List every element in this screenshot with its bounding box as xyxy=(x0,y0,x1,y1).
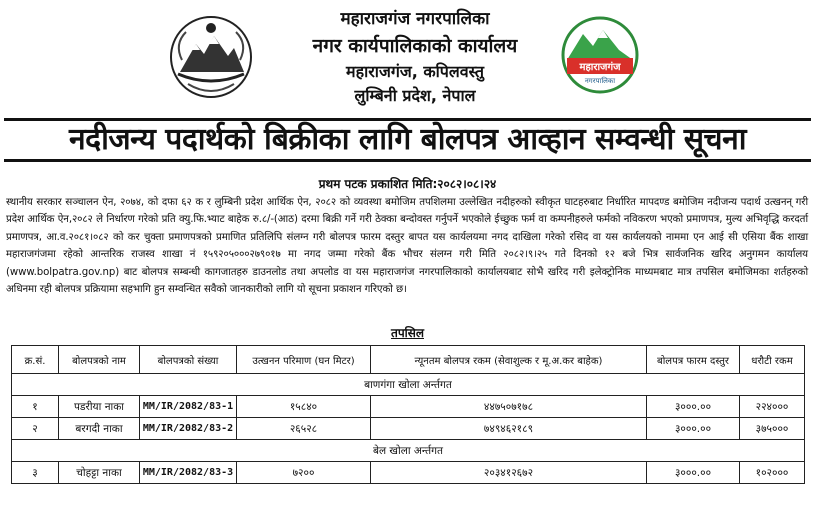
municipality-logo-icon xyxy=(561,16,639,94)
section-label: बेल खोला अर्न्तगत xyxy=(12,440,805,462)
cell-fee: ३०००.०० xyxy=(647,462,740,484)
cell-deposit: १०२००० xyxy=(740,462,805,484)
cell-name: बरगदी नाका xyxy=(59,418,140,440)
nepal-emblem-icon xyxy=(168,14,254,100)
cell-quantity: ७२०० xyxy=(237,462,371,484)
header-code: बोलपत्रको संख्या xyxy=(140,346,237,374)
cell-code: MM/IR/2082/83-3 xyxy=(140,462,237,484)
cell-amount: २०३४१२६७२ xyxy=(371,462,647,484)
cell-quantity: १५८४० xyxy=(237,396,371,418)
header-fee: बोलपत्र फारम दस्तुर xyxy=(647,346,740,374)
header-name: बोलपत्रको नाम xyxy=(59,346,140,374)
municipality-name: महाराजगंज नगरपालिका xyxy=(340,9,490,29)
table-row xyxy=(12,462,805,484)
header-deposit: धरौटी रकम xyxy=(740,346,805,374)
notice-body: स्थानीय सरकार सञ्चालन ऐन, २०७४, को दफा ६२ क र लुम्बिनी प्रदेश आर्थिक ऐन, २०८२ को व्यवस्था बमोजिम तपशिलमा उल्लेखित नदीहरुको स्वीकृत घाटहरुबाट निर्धारित मापदण्ड बमोजिम नदीजन्य पदार्थ उत्खनन् गरी प्रदेश आर्थिक ऐन,२०८२ ले निर्धारण गरेको प्रति क्यु.फि.भ्याट बाहेक रु.८/-(आठ) दरमा बिक्री गर्ने गरी ठेक्का बन्दोवस्त गर्नुपर्ने भएकोले ईच्छुक फर्म वा कम्पनीहरुले फर्मको नविकरण भएको प्रमाणपत्र, मुल्य अभिवृद्धि करदर्ता प्रमाणपत्र, आ.व.२०८१।०८२ को कर चुक्ता प्रमाणपत्रको प्रमाणित प्रतिलिपि संलग्न गरी बोलपत्र फारम दस्तुर बापत यस कार्यलयमा नगद दाखिला गरेको रसिद वा यस कार्यलयको नाममा एन आई सी एसिया बैंक शाखा महाराजगंजमा रहेको आन्तरिक राजस्व शाखा नं १५९२०५०००२७९०१७ मा नगद जम्मा गरेको बैंक भौचर संलग्न गरी मिति २०८२।९।२५ गते दिनको १२ बजे भित्र सार्वजनिक खरिद अनुगमन कार्यालय (www.bolpatra.gov.np) बाट बोलपत्र सम्बन्धी कागजातहरु डाउनलोड तथा अपलोड वा यस महाराजगंज नगरपालिकाको कार्यालयबाट सोभै खरिद गरी इलेक्ट्रोनिक माध्यमबाट मात्र तपसिल बमोजिमका शर्तहरुको अधिनमा रही बोलपत्र प्रक्रियामा सहभागि हुन सम्वन्धित सवैको जानकारीको लागि यो सूचना प्रकाशन गरिएको छ। xyxy=(6,197,808,296)
schedule-title: तपसिल xyxy=(390,326,424,340)
table-header-row xyxy=(12,346,805,374)
cell-name: चोहट्टा नाका xyxy=(59,462,140,484)
cell-sn: ३ xyxy=(12,462,59,484)
section-label: बाणगंगा खोला अर्न्तगत xyxy=(12,374,805,396)
cell-sn: १ xyxy=(12,396,59,418)
office-address: महाराजगंज, कपिलवस्तु xyxy=(346,62,484,81)
office-name: नगर कार्यपालिकाको कार्यालय xyxy=(312,35,518,57)
cell-code: MM/IR/2082/83-2 xyxy=(140,418,237,440)
table-row xyxy=(12,418,805,440)
table-row xyxy=(12,396,805,418)
cell-deposit: ३७५००० xyxy=(740,418,805,440)
cell-amount: ४४७५०७१७८ xyxy=(371,396,647,418)
cell-fee: ३०००.०० xyxy=(647,418,740,440)
cell-quantity: २६५२८ xyxy=(237,418,371,440)
cell-deposit: २२४००० xyxy=(740,396,805,418)
cell-name: पडरीया नाका xyxy=(59,396,140,418)
section-row xyxy=(12,374,805,396)
header-sn: क्र.सं. xyxy=(12,346,59,374)
logo-text: महाराजगंज xyxy=(579,62,621,73)
letterhead xyxy=(0,0,815,118)
tender-table xyxy=(11,345,805,484)
logo-subtext: नगरपालिका xyxy=(584,77,616,85)
publication-date: प्रथम पटक प्रकाशित मिति:२०८२।०८।२४ xyxy=(318,177,497,191)
cell-fee: ३०००.०० xyxy=(647,396,740,418)
header-amount: न्यूनतम बोलपत्र रकम (सेवाशुल्क र मू.अ.कर बाहेक) xyxy=(371,346,647,374)
province-name: लुम्बिनी प्रदेश, नेपाल xyxy=(354,86,476,105)
section-row xyxy=(12,440,805,462)
header-quantity: उत्खनन परिमाण (घन मिटर) xyxy=(237,346,371,374)
cell-sn: २ xyxy=(12,418,59,440)
cell-code: MM/IR/2082/83-1 xyxy=(140,396,237,418)
cell-amount: ७४९४६२१८९ xyxy=(371,418,647,440)
notice-title: नदीजन्य पदार्थको बिक्रीका लागि बोलपत्र आव्हान सम्वन्धी सूचना xyxy=(4,118,811,162)
